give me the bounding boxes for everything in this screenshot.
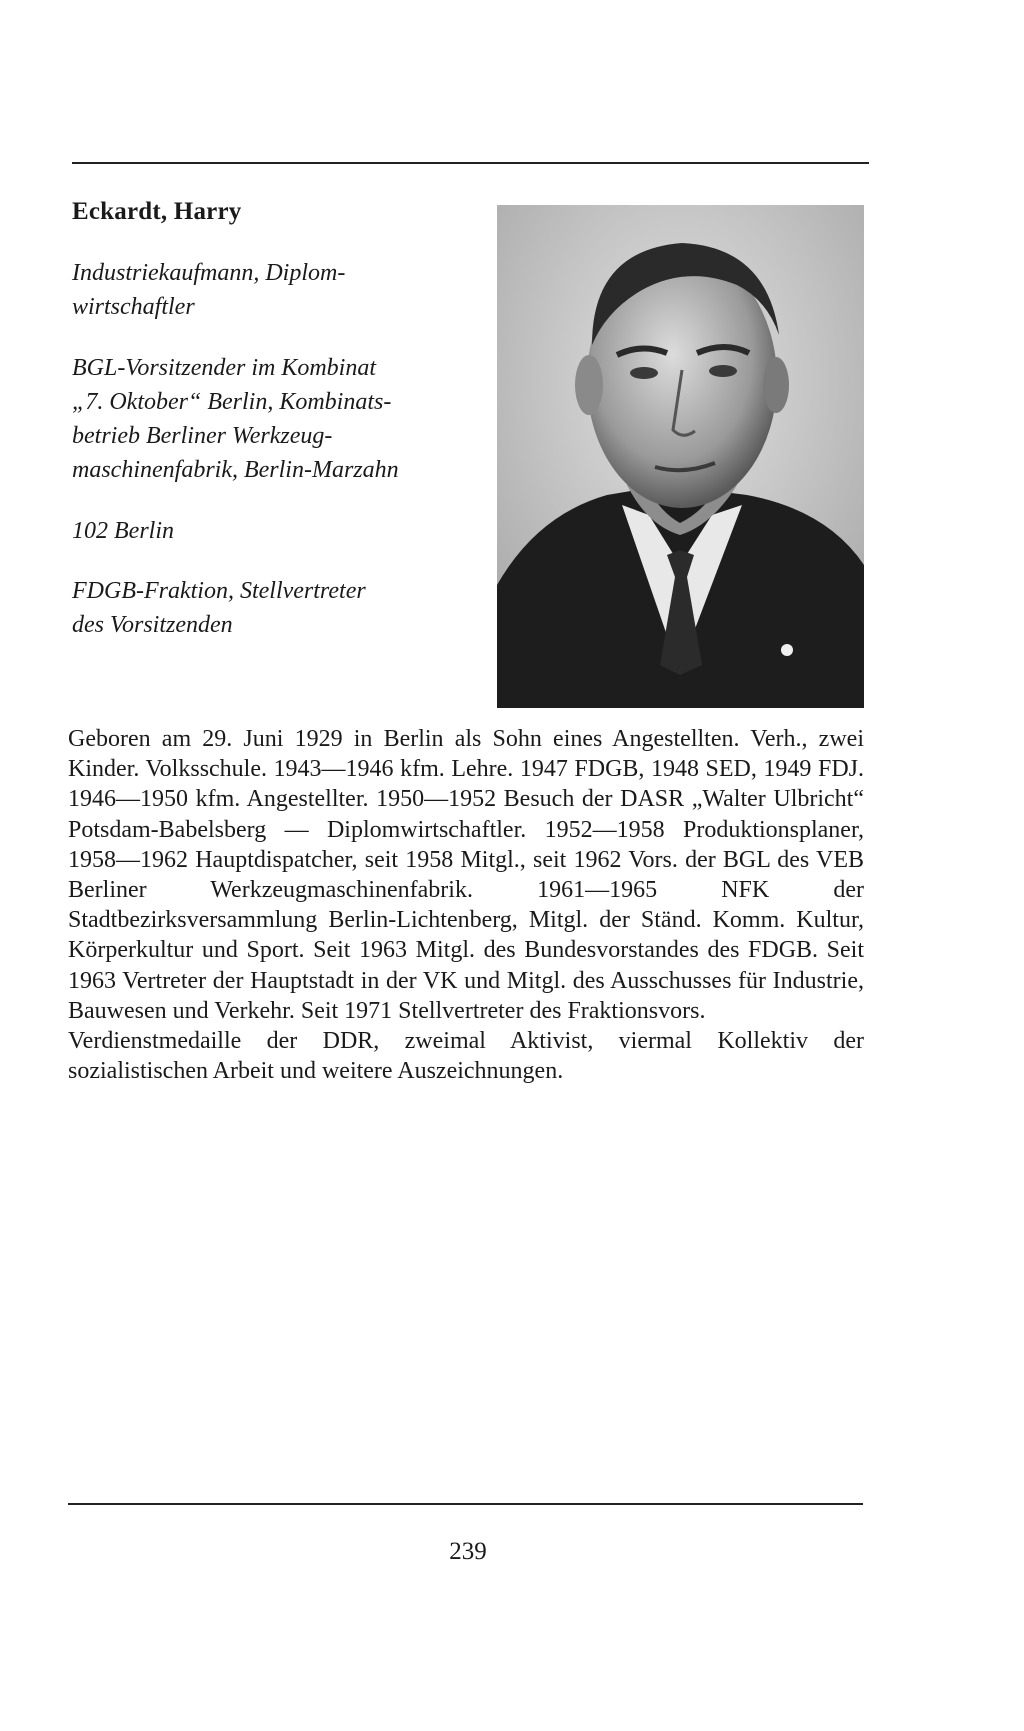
- entry-biography: Geboren am 29. Juni 1929 in Berlin als Sohn eines Angestellten. Verh., zwei Kinder. Volksschule. 1943—1946 kfm. Lehre. 1947 FDGB, 1948 SED, 1949 FDJ. 1946—1950 kfm. Angestellter. 1950—1952 Besuch der DASR „Walter Ulbricht“ Potsdam-Babelsberg — Diplomwirtschaftler. 1952—1958 Produktionsplaner, 1958—1962 Hauptdispatcher, seit 1958 Mitgl., seit 1962 Vors. der BGL des VEB Berliner Werkzeugmaschinenfabrik. 1961—1965 NFK der Stadtbezirksversammlung Berlin-Lichtenberg, Mitgl. der Ständ. Komm. Kultur, Körperkultur und Sport. Seit 1963 Mitgl. des Bundesvorstandes des FDGB. Seit 1963 Vertreter der Hauptstadt in der VK und Mitgl. des Ausschusses für Industrie, Bauwesen und Verkehr. Seit 1971 Stellvertreter des Fraktionsvors.: [68, 726, 864, 1024]
- entry-address: 102 Berlin: [72, 518, 174, 544]
- page-number: 239: [449, 1538, 487, 1565]
- portrait-photo: [497, 205, 864, 708]
- entry-name: Eckardt, Harry: [72, 198, 242, 225]
- entry-occupation: Industriekaufmann, Diplom- wirtschaftler: [72, 260, 346, 320]
- bottom-rule: [68, 1503, 863, 1505]
- top-rule: [72, 162, 869, 164]
- entry-biography-block: [68, 724, 864, 1086]
- entry-fraction: FDGB-Fraktion, Stellvertreter des Vorsitzenden: [72, 578, 366, 638]
- entry-awards: Verdienstmedaille der DDR, zweimal Aktivist, viermal Kollektiv der sozialistischen Arbeit und weitere Auszeichnungen.: [68, 1028, 864, 1085]
- portrait-illustration: [497, 205, 864, 708]
- entry-position: BGL-Vorsitzender im Kombinat „7. Oktober“ Berlin, Kombinats- betrieb Berliner Werkzeug- maschinenfabrik, Berlin-Marzahn: [72, 355, 399, 483]
